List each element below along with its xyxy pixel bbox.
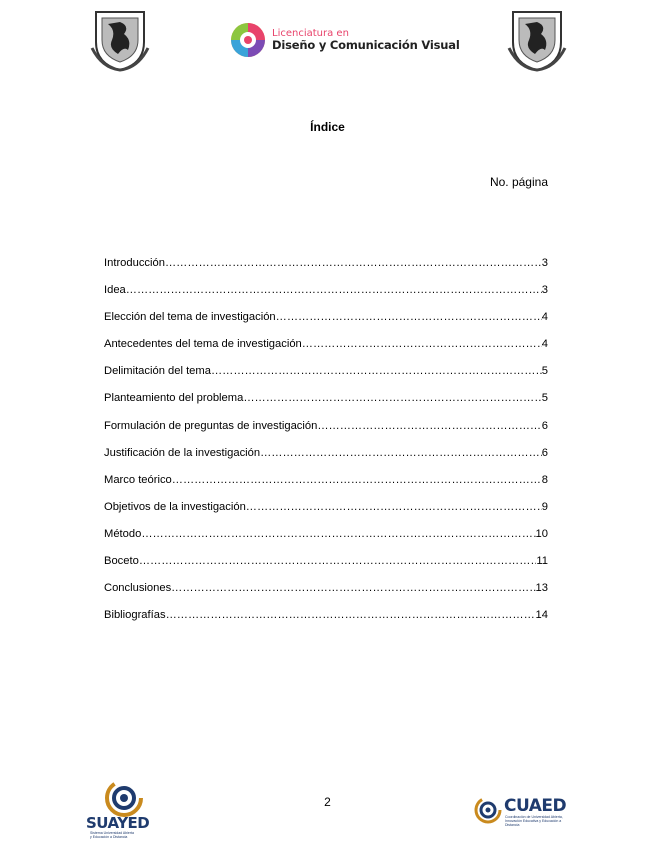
toc-entry-page: 6 xyxy=(541,419,548,432)
color-wheel-icon xyxy=(230,22,266,58)
toc-entry xyxy=(104,311,548,338)
toc-leader-dots xyxy=(260,447,542,459)
toc-entry-label: Antecedentes del tema de investigación xyxy=(104,338,302,351)
toc-entry-page: 9 xyxy=(541,500,548,513)
table-of-contents xyxy=(104,257,548,636)
toc-entry xyxy=(104,257,548,284)
toc-entry-label: Bibliografías xyxy=(104,609,166,622)
toc-entry-label: Objetivos de la investigación xyxy=(104,500,246,513)
toc-leader-dots xyxy=(302,338,542,350)
toc-entry-label: Justificación de la investigación xyxy=(104,446,261,459)
toc-entry xyxy=(104,582,548,609)
toc-leader-dots xyxy=(166,609,536,621)
toc-entry-page: 13 xyxy=(535,582,548,595)
toc-entry-label: Idea xyxy=(104,284,126,297)
toc-entry-page: 14 xyxy=(535,609,548,622)
toc-entry-page: 6 xyxy=(541,446,548,459)
toc-leader-dots xyxy=(211,365,542,377)
page-number: 2 xyxy=(324,795,331,809)
toc-entry-label: Conclusiones xyxy=(104,582,172,595)
page-title: Índice xyxy=(310,120,345,134)
toc-entry-page: 3 xyxy=(541,284,548,297)
unam-seal-left-icon xyxy=(88,8,152,72)
toc-entry-label: Método xyxy=(104,527,142,540)
logo-line-1: Licenciatura en xyxy=(272,28,349,40)
toc-entry xyxy=(104,474,548,501)
cuaed-wordmark: CUAED xyxy=(504,796,567,816)
toc-entry-label: Introducción xyxy=(104,257,165,269)
suayed-wordmark: SUAYED xyxy=(86,814,150,832)
toc-leader-dots xyxy=(139,555,537,567)
toc-entry-label: Elección del tema de investigación xyxy=(104,311,276,324)
cuaed-logo-icon: CUAED Coordinación de Universidad Abierta, Innovación Educativa y Educación a Distancia xyxy=(474,794,564,828)
toc-leader-dots xyxy=(243,392,541,404)
toc-entry-page: 3 xyxy=(541,257,548,269)
toc-leader-dots xyxy=(141,528,535,540)
toc-entry-page: 10 xyxy=(535,527,548,540)
toc-entry xyxy=(104,555,548,582)
toc-leader-dots xyxy=(126,284,542,296)
toc-entry-page: 8 xyxy=(541,473,548,486)
toc-entry xyxy=(104,447,548,474)
toc-entry-page: 5 xyxy=(541,365,548,378)
licenciatura-logo xyxy=(230,20,460,60)
toc-entry xyxy=(104,528,548,555)
page-column-heading: No. página xyxy=(489,175,548,189)
toc-entry-page: 5 xyxy=(541,392,548,405)
toc-leader-dots xyxy=(171,582,535,594)
toc-entry xyxy=(104,609,548,636)
toc-leader-dots xyxy=(165,257,542,269)
toc-leader-dots xyxy=(276,311,542,323)
toc-entry xyxy=(104,501,548,528)
toc-entry xyxy=(104,365,548,392)
toc-entry-label: Delimitación del tema xyxy=(104,365,211,378)
toc-entry-page: 4 xyxy=(541,338,548,351)
suayed-logo-icon: SUAYED Sistema Universidad Abierta y Educación a Distancia xyxy=(86,778,166,838)
toc-entry xyxy=(104,284,548,311)
toc-entry xyxy=(104,420,548,447)
toc-entry xyxy=(104,338,548,365)
unam-seal-right-icon xyxy=(505,8,569,72)
toc-entry-label: Boceto xyxy=(104,555,139,568)
toc-entry-label: Marco teórico xyxy=(104,473,172,486)
toc-entry-label: Planteamiento del problema xyxy=(104,392,244,405)
toc-leader-dots xyxy=(246,501,542,513)
toc-leader-dots xyxy=(317,420,541,432)
toc-entry-label: Formulación de preguntas de investigación xyxy=(104,419,318,432)
toc-leader-dots xyxy=(172,474,542,486)
toc-entry xyxy=(104,392,548,419)
toc-entry-page: 4 xyxy=(541,311,548,324)
toc-entry-page: 11 xyxy=(536,555,548,568)
logo-line-2: Diseño y Comunicación Visual xyxy=(272,38,460,53)
